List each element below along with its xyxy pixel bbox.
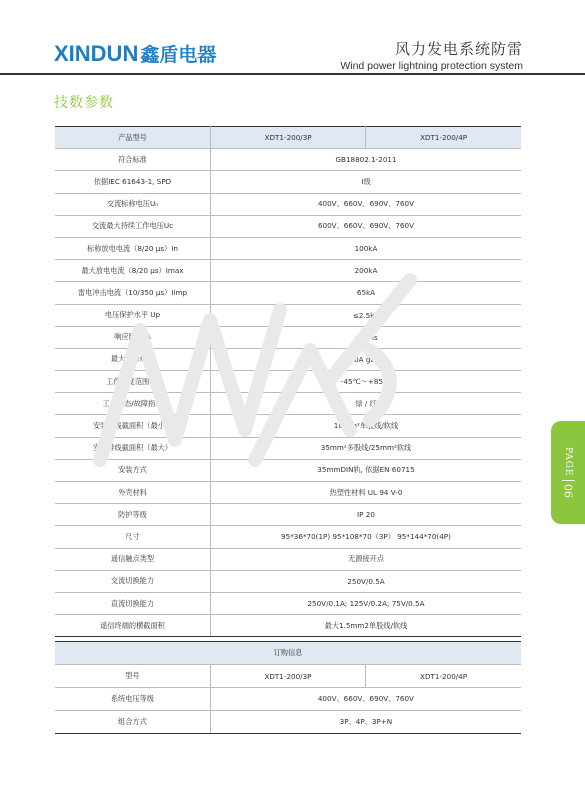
spec-row [55,215,521,237]
spec-row-label: 交流切换能力 [55,570,211,592]
logo-english: XINDUN [54,40,139,66]
spec-row [55,615,521,637]
order-row-label: 系统电压等级 [55,688,210,711]
spec-row-label: 工作温度范围TU [55,371,211,393]
order-row-label: 组合方式 [55,711,210,734]
order-table [55,641,521,734]
spec-row-value: 600V、660V、690V、760V [211,215,522,237]
order-model-label: 型号 [55,665,210,688]
order-row-value: 400V、660V、690V、760V [210,688,521,711]
spec-row-label: 尺寸 [55,526,211,548]
spec-row-label: 交流最大持续工作电压Uc [55,215,211,237]
spec-row-label: 遥信终端的横截面积 [55,615,211,637]
spec-row [55,415,521,437]
spec-row [55,548,521,570]
spec-row-label: 最大放电电流（8/20 μs）Imax [55,260,211,282]
spec-row-value: 65kA [211,282,522,304]
spec-row-label: 符合标准 [55,149,211,171]
header-divider [0,73,585,75]
spec-row-value: ≤2.5kV [211,304,522,326]
spec-row-value: 250V/0.1A; 125V/0.2A; 75V/0.5A [211,592,522,614]
spec-row-value: 最大1.5mm2单股线/软线 [211,615,522,637]
spec-row [55,393,521,415]
spec-header-row [55,127,521,149]
spec-row-label: 电压保护水平 Up [55,304,211,326]
header-title-cn: 风力发电系统防雷 [394,40,523,58]
order-model-4p: XDT1-200/4P [366,665,521,688]
spec-row-value: I级 [211,171,522,193]
spec-row-value: GB18802.1-2011 [211,149,522,171]
spec-row-label: 安装导线截面积（最大） [55,437,211,459]
spec-row [55,237,521,259]
spec-row [55,282,521,304]
spec-row-label: 最大后备熔丝 [55,348,211,370]
spec-row-value: -45℃～+85℃ [211,371,522,393]
spec-row-value: 95*36*70(1P) 95*108*70（3P） 95*144*70(4P) [211,526,522,548]
spec-model-4p: XDT1-200/4P [366,127,521,149]
spec-row [55,326,521,348]
spec-row-label: 雷电冲击电流（10/350 μs）Iimp [55,282,211,304]
spec-row [55,348,521,370]
spec-row-value: ≤25ns [211,326,522,348]
order-row [55,688,521,711]
spec-row-label: 直流切换能力 [55,592,211,614]
spec-row-value: 10mm²单股线/软线 [211,415,522,437]
page-tab [551,421,585,524]
spec-row-label: 响应时间tA [55,326,211,348]
order-model-3p: XDT1-200/3P [210,665,365,688]
order-row [55,711,521,734]
spec-row [55,304,521,326]
page-label: PAGE [563,447,573,477]
spec-row [55,570,521,592]
spec-row-label: 安装方式 [55,459,211,481]
order-title: 订购信息 [55,642,521,665]
section-title: 技数参数 [54,95,114,111]
spec-table [55,126,521,637]
header-title-block [340,38,523,72]
spec-row-value: 热塑性材料 UL 94 V-0 [211,482,522,504]
spec-row [55,171,521,193]
spec-row-value: 100A gL/gG [211,348,522,370]
spec-model-3p: XDT1-200/3P [211,127,366,149]
spec-row-value: IP 20 [211,504,522,526]
spec-row-value: 400V、660V、690V、760V [211,193,522,215]
order-title-row [55,642,521,665]
spec-row-value: 绿 / 红 [211,393,522,415]
spec-row [55,482,521,504]
spec-row [55,260,521,282]
spec-row-label: 遥信触点类型 [55,548,211,570]
logo-chinese: 鑫盾电器 [140,44,217,66]
spec-row [55,592,521,614]
order-model-row [55,665,521,688]
spec-row-label: 标称放电电流（8/20 μs）In [55,237,211,259]
spec-row [55,371,521,393]
spec-header-label: 产品型号 [55,127,211,149]
brand-logo [54,40,216,67]
spec-row-label: 依据IEC 61643-1, SPD [55,171,211,193]
spec-row-value: 200kA [211,260,522,282]
spec-row [55,526,521,548]
spec-row-label: 交流标称电压Uₙ [55,193,211,215]
spec-row-label: 工作状态/故障指示 [55,393,211,415]
spec-row [55,193,521,215]
order-row-value: 3P、4P、3P+N [210,711,521,734]
header-title-en: Wind power lightning protection system [340,60,523,72]
spec-row-value: 无源接开点 [211,548,522,570]
spec-row [55,459,521,481]
spec-row-value: 100kA [211,237,522,259]
page-number: 06 [562,480,575,498]
spec-row-label: 外壳材料 [55,482,211,504]
spec-row-value: 35mm²多股线/25mm²软线 [211,437,522,459]
spec-row [55,149,521,171]
spec-row-label: 防护等级 [55,504,211,526]
spec-row-value: 35mmDIN轨, 依据EN 60715 [211,459,522,481]
spec-row-value: 250V/0.5A [211,570,522,592]
spec-row [55,504,521,526]
spec-row-label: 安装导线截面积（最小） [55,415,211,437]
spec-row [55,437,521,459]
